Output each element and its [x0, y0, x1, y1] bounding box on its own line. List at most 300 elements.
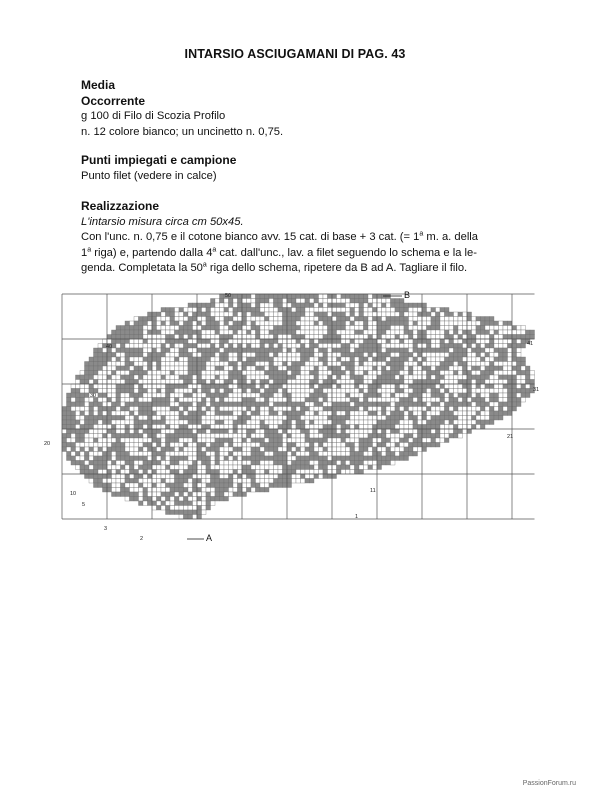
- chart-square: [238, 335, 243, 340]
- chart-square: [242, 330, 247, 335]
- chart-square: [404, 425, 409, 430]
- chart-square: [422, 312, 427, 317]
- chart-square: [305, 407, 310, 412]
- chart-square: [503, 330, 508, 335]
- chart-square: [229, 470, 234, 475]
- chart-square: [355, 461, 360, 466]
- chart-square: [278, 429, 283, 434]
- chart-square: [431, 398, 436, 403]
- chart-square: [89, 434, 94, 439]
- chart-square: [463, 407, 468, 412]
- chart-square: [202, 411, 207, 416]
- chart-square: [179, 362, 184, 367]
- chart-square: [391, 402, 396, 407]
- chart-square: [184, 456, 189, 461]
- chart-square: [485, 326, 490, 331]
- chart-square: [256, 308, 261, 313]
- chart-square: [404, 371, 409, 376]
- chart-square: [278, 411, 283, 416]
- chart-square: [400, 308, 405, 313]
- instructions-line-2: 1$^a$ riga) e, partendo dalla 4$^a$ cat. dall'unc., lav. a filet seguendo lo schema e la le-: [81, 245, 477, 259]
- chart-square: [211, 434, 216, 439]
- chart-square: [67, 407, 72, 412]
- chart-square: [283, 434, 288, 439]
- chart-square: [350, 312, 355, 317]
- chart-square: [472, 335, 477, 340]
- chart-square: [368, 375, 373, 380]
- chart-square: [350, 452, 355, 457]
- chart-square: [409, 389, 414, 394]
- chart-square: [409, 362, 414, 367]
- chart-square: [94, 362, 99, 367]
- chart-square: [215, 447, 220, 452]
- chart-square: [242, 375, 247, 380]
- chart-square: [179, 330, 184, 335]
- chart-square: [76, 375, 81, 380]
- chart-square: [341, 344, 346, 349]
- chart-square: [463, 348, 468, 353]
- chart-square: [206, 488, 211, 493]
- chart-square: [278, 420, 283, 425]
- chart-square: [269, 452, 274, 457]
- chart-square: [242, 317, 247, 322]
- chart-square: [139, 456, 144, 461]
- chart-square: [490, 339, 495, 344]
- chart-square: [112, 438, 117, 443]
- chart-square: [305, 312, 310, 317]
- chart-square: [485, 353, 490, 358]
- chart-square: [373, 330, 378, 335]
- chart-square: [139, 362, 144, 367]
- chart-square: [238, 416, 243, 421]
- chart-square: [256, 443, 261, 448]
- chart-square: [107, 479, 112, 484]
- chart-square: [436, 384, 441, 389]
- chart-square: [184, 366, 189, 371]
- chart-square: [413, 438, 418, 443]
- chart-square: [485, 317, 490, 322]
- chart-square: [301, 312, 306, 317]
- chart-square: [80, 456, 85, 461]
- chart-square: [256, 357, 261, 362]
- chart-square: [287, 416, 292, 421]
- chart-square: [310, 443, 315, 448]
- chart-square: [310, 470, 315, 475]
- chart-square: [211, 384, 216, 389]
- chart-square: [485, 384, 490, 389]
- chart-square: [400, 452, 405, 457]
- chart-square: [503, 380, 508, 385]
- chart-square: [188, 407, 193, 412]
- chart-square: [161, 479, 166, 484]
- chart-square: [319, 438, 324, 443]
- chart-square: [463, 357, 468, 362]
- chart-square: [364, 308, 369, 313]
- chart-square: [463, 321, 468, 326]
- chart-square: [332, 452, 337, 457]
- chart-square: [485, 335, 490, 340]
- chart-square: [400, 339, 405, 344]
- chart-square: [161, 465, 166, 470]
- chart-square: [238, 470, 243, 475]
- chart-square: [229, 425, 234, 430]
- chart-square: [116, 344, 121, 349]
- chart-square: [292, 384, 297, 389]
- chart-square: [233, 438, 238, 443]
- chart-square: [422, 321, 427, 326]
- chart-square: [265, 312, 270, 317]
- chart-square: [490, 366, 495, 371]
- chart-square: [278, 452, 283, 457]
- chart-square: [278, 461, 283, 466]
- chart-square: [211, 362, 216, 367]
- chart-square: [355, 339, 360, 344]
- chart-square: [121, 492, 126, 497]
- chart-square: [346, 452, 351, 457]
- chart-square: [350, 371, 355, 376]
- chart-square: [422, 420, 427, 425]
- chart-square: [107, 474, 112, 479]
- chart-square: [296, 447, 301, 452]
- chart-square: [364, 398, 369, 403]
- chart-square: [161, 375, 166, 380]
- chart-square: [494, 366, 499, 371]
- chart-square: [521, 389, 526, 394]
- chart-square: [512, 326, 517, 331]
- chart-square: [121, 393, 126, 398]
- chart-square: [445, 402, 450, 407]
- chart-square: [476, 326, 481, 331]
- chart-square: [283, 303, 288, 308]
- chart-square: [193, 303, 198, 308]
- chart-square: [188, 353, 193, 358]
- chart-square: [265, 434, 270, 439]
- chart-square: [400, 366, 405, 371]
- chart-square: [134, 321, 139, 326]
- chart-square: [404, 443, 409, 448]
- chart-square: [121, 398, 126, 403]
- chart-square: [184, 416, 189, 421]
- chart-square: [440, 335, 445, 340]
- chart-square: [359, 398, 364, 403]
- chart-square: [184, 335, 189, 340]
- chart-square: [310, 326, 315, 331]
- chart-square: [229, 312, 234, 317]
- chart-square: [157, 389, 162, 394]
- chart-square: [94, 384, 99, 389]
- chart-square: [260, 326, 265, 331]
- chart-square: [85, 447, 90, 452]
- chart-square: [202, 393, 207, 398]
- chart-square: [130, 465, 135, 470]
- chart-square: [490, 375, 495, 380]
- chart-square: [346, 434, 351, 439]
- chart-square: [436, 308, 441, 313]
- chart-square: [476, 339, 481, 344]
- chart-square: [323, 384, 328, 389]
- chart-square: [332, 434, 337, 439]
- chart-square: [157, 465, 162, 470]
- chart-square: [269, 429, 274, 434]
- chart-square: [193, 461, 198, 466]
- chart-square: [395, 456, 400, 461]
- chart-square: [454, 420, 459, 425]
- chart-square: [121, 483, 126, 488]
- chart-square: [431, 389, 436, 394]
- chart-square: [355, 344, 360, 349]
- chart-square: [481, 321, 486, 326]
- chart-square: [359, 348, 364, 353]
- chart-square: [301, 389, 306, 394]
- chart-square: [395, 330, 400, 335]
- chart-square: [310, 299, 315, 304]
- chart-square: [224, 348, 229, 353]
- chart-square: [422, 443, 427, 448]
- chart-square: [337, 294, 342, 299]
- chart-square: [220, 375, 225, 380]
- chart-square: [197, 357, 202, 362]
- chart-square: [359, 456, 364, 461]
- chart-square: [179, 483, 184, 488]
- chart-square: [98, 362, 103, 367]
- chart-square: [467, 362, 472, 367]
- chart-square: [161, 344, 166, 349]
- chart-square: [319, 362, 324, 367]
- chart-square: [296, 371, 301, 376]
- chart-square: [337, 465, 342, 470]
- chart-square: [107, 443, 112, 448]
- chart-square: [166, 407, 171, 412]
- chart-square: [418, 416, 423, 421]
- chart-square: [310, 456, 315, 461]
- chart-square: [296, 429, 301, 434]
- chart-square: [125, 353, 130, 358]
- chart-square: [242, 461, 247, 466]
- chart-square: [98, 479, 103, 484]
- chart-square: [134, 371, 139, 376]
- chart-square: [328, 308, 333, 313]
- chart-square: [301, 443, 306, 448]
- chart-square: [112, 402, 117, 407]
- chart-square: [427, 375, 432, 380]
- chart-square: [265, 353, 270, 358]
- chart-square: [269, 407, 274, 412]
- chart-square: [355, 357, 360, 362]
- chart-square: [274, 303, 279, 308]
- chart-square: [265, 389, 270, 394]
- chart-square: [148, 389, 153, 394]
- chart-square: [89, 474, 94, 479]
- chart-square: [197, 303, 202, 308]
- chart-square: [134, 402, 139, 407]
- chart-square: [355, 326, 360, 331]
- chart-square: [310, 447, 315, 452]
- chart-square: [251, 452, 256, 457]
- chart-square: [211, 344, 216, 349]
- chart-square: [386, 443, 391, 448]
- chart-square: [161, 470, 166, 475]
- chart-square: [179, 335, 184, 340]
- chart-square: [175, 497, 180, 502]
- chart-square: [328, 434, 333, 439]
- chart-square: [458, 407, 463, 412]
- chart-square: [157, 384, 162, 389]
- chart-square: [332, 393, 337, 398]
- chart-square: [409, 434, 414, 439]
- chart-square: [373, 461, 378, 466]
- chart-square: [125, 452, 130, 457]
- chart-square: [391, 438, 396, 443]
- chart-square: [179, 353, 184, 358]
- chart-square: [242, 438, 247, 443]
- chart-square: [139, 474, 144, 479]
- chart-square: [377, 330, 382, 335]
- chart-square: [121, 326, 126, 331]
- chart-square: [148, 326, 153, 331]
- chart-square: [440, 384, 445, 389]
- chart-square: [188, 348, 193, 353]
- chart-square: [431, 339, 436, 344]
- chart-square: [287, 384, 292, 389]
- chart-square: [386, 447, 391, 452]
- chart-square: [364, 366, 369, 371]
- chart-square: [220, 407, 225, 412]
- chart-square: [386, 371, 391, 376]
- chart-square: [139, 371, 144, 376]
- chart-square: [242, 429, 247, 434]
- chart-square: [121, 339, 126, 344]
- chart-square: [251, 429, 256, 434]
- chart-square: [170, 335, 175, 340]
- chart-square: [193, 443, 198, 448]
- chart-square: [215, 384, 220, 389]
- chart-square: [202, 501, 207, 506]
- chart-square: [242, 488, 247, 493]
- chart-square: [215, 456, 220, 461]
- chart-square: [296, 420, 301, 425]
- chart-square: [436, 326, 441, 331]
- chart-square: [359, 312, 364, 317]
- chart-square: [400, 353, 405, 358]
- chart-square: [229, 447, 234, 452]
- chart-square: [211, 479, 216, 484]
- chart-square: [161, 353, 166, 358]
- chart-square: [220, 425, 225, 430]
- chart-square: [206, 348, 211, 353]
- chart-square: [391, 366, 396, 371]
- chart-square: [157, 425, 162, 430]
- chart-square: [427, 411, 432, 416]
- chart-square: [260, 461, 265, 466]
- chart-square: [328, 335, 333, 340]
- chart-square: [80, 371, 85, 376]
- chart-square: [175, 366, 180, 371]
- chart-square: [287, 380, 292, 385]
- chart-square: [251, 393, 256, 398]
- chart-square: [409, 339, 414, 344]
- chart-square: [350, 470, 355, 475]
- chart-square: [76, 447, 81, 452]
- chart-square: [328, 438, 333, 443]
- chart-square: [152, 452, 157, 457]
- chart-square: [301, 330, 306, 335]
- chart-square: [458, 339, 463, 344]
- chart-square: [76, 465, 81, 470]
- chart-square: [76, 434, 81, 439]
- chart-square: [368, 407, 373, 412]
- chart-square: [278, 456, 283, 461]
- chart-square: [521, 335, 526, 340]
- chart-square: [508, 402, 513, 407]
- chart-square: [413, 335, 418, 340]
- chart-square: [458, 425, 463, 430]
- chart-square: [305, 380, 310, 385]
- chart-square: [364, 362, 369, 367]
- chart-square: [206, 393, 211, 398]
- chart-square: [76, 402, 81, 407]
- chart-square: [400, 402, 405, 407]
- chart-square: [152, 321, 157, 326]
- chart-square: [251, 317, 256, 322]
- chart-square: [206, 384, 211, 389]
- chart-square: [319, 465, 324, 470]
- chart-square: [296, 344, 301, 349]
- chart-square: [143, 393, 148, 398]
- chart-square: [238, 429, 243, 434]
- chart-square: [454, 366, 459, 371]
- chart-square: [310, 461, 315, 466]
- chart-square: [170, 479, 175, 484]
- chart-square: [445, 420, 450, 425]
- chart-square: [202, 470, 207, 475]
- chart-square: [337, 402, 342, 407]
- chart-square: [238, 420, 243, 425]
- chart-square: [355, 294, 360, 299]
- chart-square: [71, 389, 76, 394]
- chart-square: [332, 438, 337, 443]
- chart-square: [377, 344, 382, 349]
- chart-square: [368, 380, 373, 385]
- chart-square: [499, 371, 504, 376]
- chart-square: [184, 470, 189, 475]
- chart-square: [517, 344, 522, 349]
- chart-square: [296, 470, 301, 475]
- chart-square: [494, 357, 499, 362]
- chart-square: [467, 339, 472, 344]
- chart-square: [98, 470, 103, 475]
- chart-square: [440, 375, 445, 380]
- chart-square: [422, 416, 427, 421]
- chart-square: [220, 380, 225, 385]
- chart-square: [274, 425, 279, 430]
- chart-square: [296, 402, 301, 407]
- chart-square: [265, 470, 270, 475]
- chart-square: [134, 335, 139, 340]
- row-label-left: 5: [82, 502, 86, 508]
- chart-square: [319, 425, 324, 430]
- chart-square: [260, 474, 265, 479]
- chart-square: [238, 326, 243, 331]
- chart-square: [400, 326, 405, 331]
- chart-square: [229, 366, 234, 371]
- chart-square: [337, 411, 342, 416]
- chart-square: [233, 380, 238, 385]
- chart-square: [98, 452, 103, 457]
- chart-square: [490, 353, 495, 358]
- chart-square: [395, 366, 400, 371]
- chart-square: [116, 411, 121, 416]
- chart-square: [116, 339, 121, 344]
